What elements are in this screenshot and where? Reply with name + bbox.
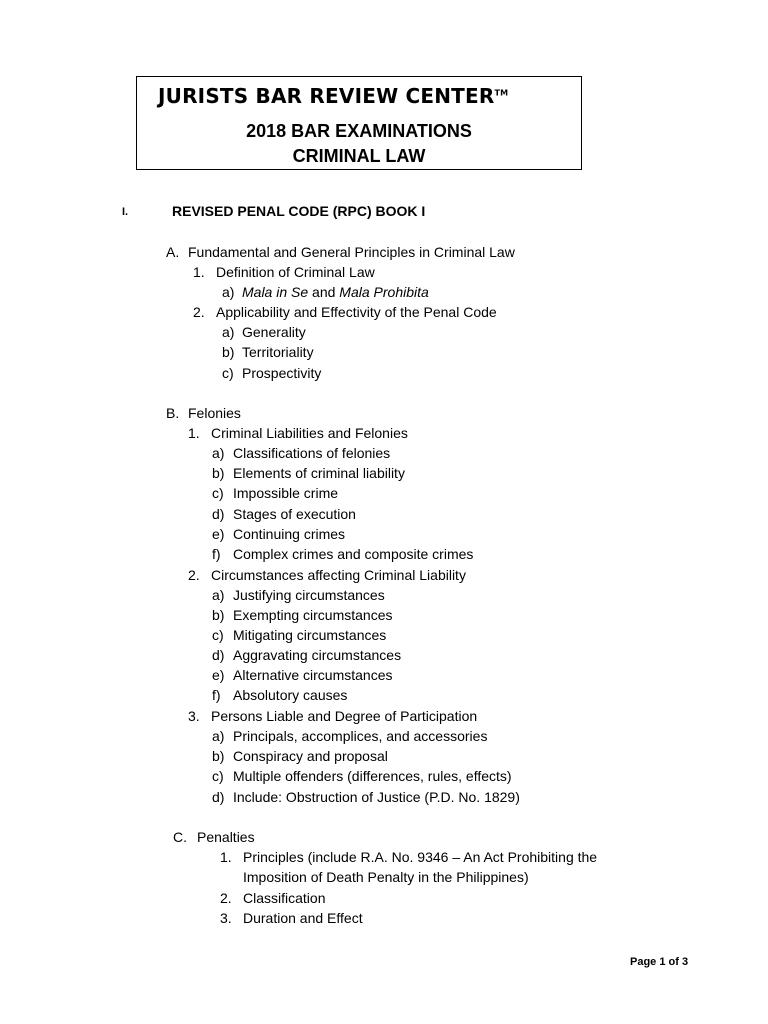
list-item: b) Territoriality xyxy=(222,344,314,360)
list-item: 3. Persons Liable and Degree of Participation xyxy=(188,708,478,724)
list-item: c) Prospectivity xyxy=(222,365,322,381)
list-item: d) Aggravating circumstances xyxy=(212,647,402,663)
list-item: 3. Duration and Effect xyxy=(220,910,363,926)
list-item: d) Include: Obstruction of Justice (P.D. No. 1829) xyxy=(212,789,520,805)
section-c xyxy=(173,828,255,846)
list-item: b) Elements of criminal liability xyxy=(212,465,405,481)
trademark-mark: TM xyxy=(494,88,509,98)
brand-title: JURISTS BAR REVIEW CENTER™ xyxy=(158,84,509,108)
section-b xyxy=(166,404,241,422)
list-item: 1. Principles (include R.A. No. 9346 – An Act Prohibiting the xyxy=(220,849,598,865)
part-title: REVISED PENAL CODE (RPC) BOOK I xyxy=(172,203,426,219)
list-item: 2. Applicability and Effectivity of the Penal Code xyxy=(193,304,497,320)
list-item: f) Absolutory causes xyxy=(212,687,348,703)
list-item: 2. Circumstances affecting Criminal Liability xyxy=(188,567,466,583)
section-a-marker: A. xyxy=(166,244,180,260)
list-item-continuation: Imposition of Death Penalty in the Philippines) xyxy=(243,869,529,885)
list-item: c) Mitigating circumstances xyxy=(212,627,387,643)
list-item: a) Mala in Se and Mala Prohibita xyxy=(222,284,429,300)
section-c-label: Penalties xyxy=(197,829,255,845)
list-item: c) Multiple offenders (differences, rules, effects) xyxy=(212,768,512,784)
list-item: a) Classifications of felonies xyxy=(212,445,391,461)
list-item: e) Alternative circumstances xyxy=(212,667,393,683)
list-item: 1. Criminal Liabilities and Felonies xyxy=(188,425,408,441)
exam-title: 2018 BAR EXAMINATIONS xyxy=(246,121,472,141)
list-item: e) Continuing crimes xyxy=(212,526,346,542)
list-item: a) Justifying circumstances xyxy=(212,587,385,603)
section-a-label: Fundamental and General Principles in Criminal Law xyxy=(188,244,515,260)
page-number: Page 1 of 3 xyxy=(630,956,689,968)
part-marker: I. xyxy=(122,206,129,218)
list-item: a) Principals, accomplices, and accessories xyxy=(212,728,488,744)
list-item: c) Impossible crime xyxy=(212,485,339,501)
section-c-marker: C. xyxy=(173,829,187,845)
subject-title: CRIMINAL LAW xyxy=(292,146,426,166)
list-item: b) Exempting circumstances xyxy=(212,607,393,623)
list-item: 2. Classification xyxy=(220,890,326,906)
list-item: 1. Definition of Criminal Law xyxy=(193,264,375,280)
list-item: d) Stages of execution xyxy=(212,506,356,522)
list-item: b) Conspiracy and proposal xyxy=(212,748,388,764)
section-b-marker: B. xyxy=(166,405,180,421)
list-item: a) Generality xyxy=(222,324,306,340)
section-a xyxy=(166,243,515,261)
section-b-label: Felonies xyxy=(188,405,241,421)
list-item: f) Complex crimes and composite crimes xyxy=(212,546,474,562)
